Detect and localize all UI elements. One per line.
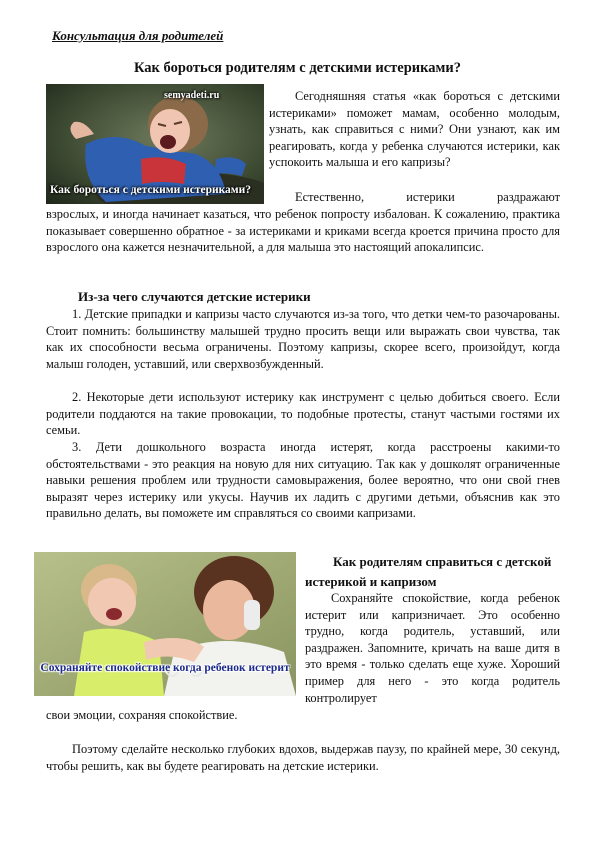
section1-heading: Из-за чего случаются детские истерики xyxy=(78,289,311,304)
article-title: Как бороться родителям с детскими истериками? xyxy=(133,60,462,76)
mother-and-baby-photo xyxy=(34,552,296,696)
intro-paragraph-1: Сегодняшняя статья «как бороться с детскими истериками» поможет мамам, особенно молодым, узнать, как справиться с ними? Они узнают, как им реагировать, когда у ребенка случаются истерики, как успокоить малыша и его капризы? xyxy=(269,89,560,170)
section1-item-2: 2. Некоторые дети используют истерику как инструмент с целью добиться своего. Если родители поддаются на такие провокации, то подобные протесты, станут частыми гостями их семьи. xyxy=(46,390,560,438)
section2-paragraph-rest: свои эмоции, сохраняя спокойствие. xyxy=(46,708,238,722)
section1-item-1: 1. Детские припадки и капризы часто случаются из-за того, что детки чем-то разочарованы. Стоит помнить: большинству малышей трудно просить вещи или выражать свои чувства, так как их способности весьма ограничены. Поэтому капризы, скорее всего, произойдут, когда малыш голоден, уставший, или сверхвозбужденный. xyxy=(46,307,560,371)
intro-paragraph-2-start: Естественно, истерики раздражают xyxy=(295,190,560,204)
photo1-watermark: semyadeti.ru xyxy=(164,90,220,101)
section2-last-paragraph: Поэтому сделайте несколько глубоких вдохов, выдержав паузу, по крайней мере, 30 секунд, чтобы решить, как вы будете реагировать на детские истерики. xyxy=(46,742,560,773)
photo2-caption: Сохраняйте спокойствие когда ребенок истерит xyxy=(40,662,290,674)
consultation-header: Консультация для родителей xyxy=(52,28,224,43)
photo1-caption: Как бороться с детскими истериками? xyxy=(50,184,252,196)
section2-heading: Как родителям справиться с детской истерикой и капризом xyxy=(305,554,552,589)
section2-paragraph-side: Сохраняйте спокойствие, когда ребенок истерит или капризничает. Это особенно трудно, когда родитель, уставший, или раздражен. Запомните, кричать на ваше дитя в это время - только сделать еще хуже. Хороший пример для него - это когда родитель контролирует xyxy=(305,591,560,705)
intro-paragraph-2-rest: взрослых, и иногда начинает казаться, что ребенок попросту избалован. К сожалению, практика показывает совершенно обратное - за истериками и криками всегда кроется причина просто для взрослого она кажется незначительной, а для малыша это настоящий апокалипсис. xyxy=(46,207,560,255)
section1-item-3: 3. Дети дошкольного возраста иногда истерят, когда расстроены какими-то обстоятельствами - это реакция на новую для них ситуацию. Так как у дошколят ограниченные навыки решения проблем или трудности самовыражения, более вероятно, что они свой гнев выразят через истерику или укусы. Научив их ладить с другими детьми, объяснив как это правильно делать, вы поможете им справляться со своими капризами. xyxy=(46,440,560,521)
crying-child-photo xyxy=(46,84,264,204)
